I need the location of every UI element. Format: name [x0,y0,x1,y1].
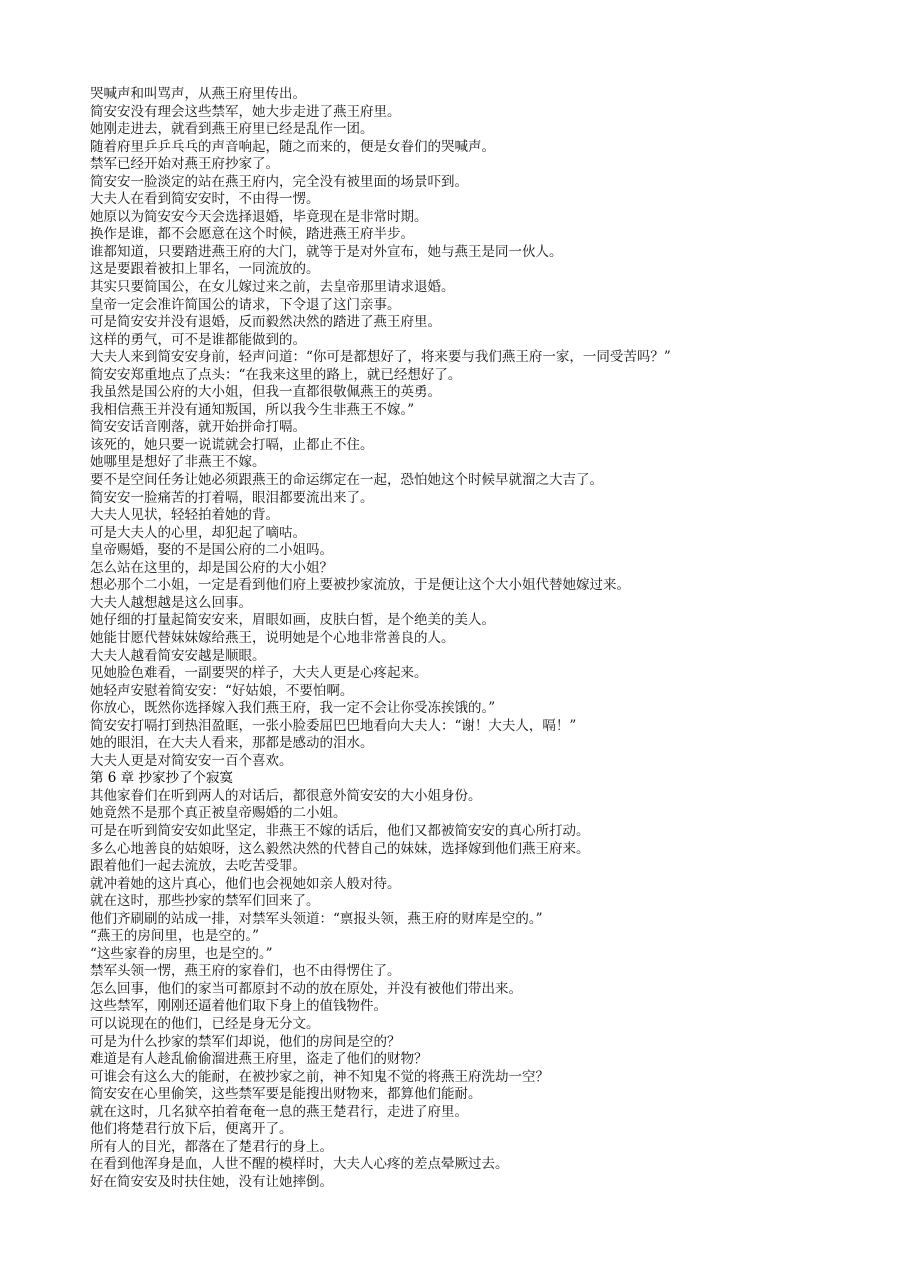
document-page [90,86,890,1191]
text-line: 其他家眷们在听到两人的对话后，都很意外简安安的大小姐身份。 [90,787,482,804]
text-line: 我相信燕王并没有通知叛国，所以我今生非燕王不嫁。” [90,401,415,418]
text-line: 简安安打嗝打到热泪盈眶，一张小脸委屈巴巴地看向大夫人：“谢！大夫人，嗝！” [90,717,577,734]
text-line: 他们将楚君行放下后，便离开了。 [90,1121,293,1138]
text-line: 要不是空间任务让她必须跟燕王的命运绑定在一起，恐怕她这个时候早就溜之大吉了。 [90,472,603,489]
text-line: 可是大夫人的心里，却犯起了嘀咕。 [90,524,306,541]
text-line: 她原以为简安安今天会选择退婚，毕竟现在是非常时期。 [90,208,428,225]
text-line: 大夫人更是对简安安一百个喜欢。 [90,752,293,769]
text-line: 大夫人越想越是这么回事。 [90,594,252,611]
text-line: 她的眼泪，在大夫人看来，那都是感动的泪水。 [90,735,374,752]
text-line: 她竟然不是那个真正被皇帝赐婚的二小姐。 [90,805,347,822]
text-line: 见她脸色难看，一副要哭的样子，大夫人更是心疼起来。 [90,665,428,682]
text-line: 大夫人越看简安安越是顺眼。 [90,647,266,664]
text-line: 可是在听到简安安如此坚定，非燕王不嫁的话后，他们又都被简安安的真心所打动。 [90,822,590,839]
text-line: 可以说现在的他们，已经是身无分文。 [90,1015,320,1032]
text-line: 你放心，既然你选择嫁入我们燕王府，我一定不会让你受冻挨饿的。” [90,700,496,717]
text-line: 她刚走进去，就看到燕王府里已经是乱作一团。 [90,121,374,138]
text-line: 怎么站在这里的，却是国公府的大小姐？ [90,559,333,576]
text-line: 这些禁军，刚刚还逼着他们取下身上的值钱物件。 [90,998,387,1015]
text-line: 就在这时，那些抄家的禁军们回来了。 [90,893,320,910]
text-block-after [90,788,890,1192]
text-line: 随着府里乒乒乓乓的声音响起，随之而来的，便是女眷们的哭喊声。 [90,138,495,155]
text-line: 简安安郑重地点了点头：“在我来这里的路上，就已经想好了。 [90,366,462,383]
text-line: 简安安话音刚落，就开始拼命打嗝。 [90,419,306,436]
text-line: 简安安没有理会这些禁军，她大步走进了燕王府里。 [90,103,401,120]
text-line: 难道是有人趁乱偷偷溜进燕王府里，盗走了他们的财物？ [90,1051,428,1068]
text-line: 她仔细的打量起简安安来，眉眼如画，皮肤白皙，是个绝美的美人。 [90,612,495,629]
text-line: 皇帝一定会准许简国公的请求，下令退了这门亲事。 [90,296,401,313]
text-line: 这样的勇气，可不是谁都能做到的。 [90,331,306,348]
text-line: 多么心地善良的姑娘呀，这么毅然决然的代替自己的妹妹，选择嫁到他们燕王府来。 [90,840,590,857]
text-line: 想必那个二小姐，一定是看到他们府上要被抄家流放，于是便让这个大小姐代替她嫁过来。 [90,577,630,594]
text-line: 哭喊声和叫骂声，从燕王府里传出。 [90,86,306,102]
text-line: 简安安一脸淡定的站在燕王府内，完全没有被里面的场景吓到。 [90,173,468,190]
chapter-title: 第 6 章 抄家抄了个寂寞 [90,770,233,787]
text-line: 怎么回事，他们的家当可都原封不动的放在原处，并没有被他们带出来。 [90,980,522,997]
text-line: 禁军头领一愣，燕王府的家眷们，也不由得愣住了。 [90,963,401,980]
text-line: 就冲着她的这片真心，他们也会视她如亲人般对待。 [90,875,401,892]
text-line: 她能甘愿代替妹妹嫁给燕王，说明她是个心地非常善良的人。 [90,629,455,646]
text-line: 皇帝赐婚，娶的不是国公府的二小姐吗。 [90,542,333,559]
text-line: 简安安一脸痛苦的打着嗝，眼泪都要流出来了。 [90,489,374,506]
text-line: 跟着他们一起去流放，去吃苦受罪。 [90,858,306,875]
text-line: 禁军已经开始对燕王府抄家了。 [90,156,279,173]
text-line: 简安安在心里偷笑，这些禁军要是能搜出财物来，都算他们能耐。 [90,1086,482,1103]
text-line: 他们齐刷刷的站成一排，对禁军头领道：“禀报头领，燕王府的财库是空的。” [90,910,543,927]
text-line: 这是要跟着被扣上罪名，一同流放的。 [90,261,320,278]
text-line: 该死的，她只要一说谎就会打嗝，止都止不住。 [90,436,374,453]
text-line: 可是为什么抄家的禁军们却说，他们的房间是空的？ [90,1033,401,1050]
text-line: 换作是谁，都不会愿意在这个时候，踏进燕王府半步。 [90,226,414,243]
text-block-before [90,86,890,770]
text-line: “燕王的房间里，也是空的。” [90,928,260,945]
text-line: 可谁会有这么大的能耐，在被抄家之前，神不知鬼不觉的将燕王府洗劫一空？ [90,1068,549,1085]
text-line: 她轻声安慰着简安安：“好姑娘，不要怕啊。 [90,682,354,699]
text-line: 可是简安安并没有退婚，反而毅然决然的踏进了燕王府里。 [90,314,441,331]
text-line: 其实只要简国公，在女儿嫁过来之前，去皇帝那里请求退婚。 [90,279,455,296]
text-line: 大夫人见状，轻轻拍着她的背。 [90,507,279,524]
text-line: 就在这时，几名狱卒拍着奄奄一息的燕王楚君行，走进了府里。 [90,1103,468,1120]
text-line: 我虽然是国公府的大小姐，但我一直都很敬佩燕王的英勇。 [90,384,441,401]
text-line: 谁都知道，只要踏进燕王府的大门，就等于是对外宣布，她与燕王是同一伙人。 [90,243,563,260]
text-line: 所有人的目光，都落在了楚君行的身上。 [90,1138,333,1155]
text-line: 在看到他浑身是血，人世不醒的模样时，大夫人心疼的差点晕厥过去。 [90,1156,509,1173]
text-line: 好在简安安及时扶住她，没有让她摔倒。 [90,1173,333,1190]
text-line: “这些家眷的房里，也是空的。” [90,945,273,962]
text-line: 大夫人来到简安安身前，轻声问道：“你可是都想好了，将来要与我们燕王府一家，一同受苦吗？” [90,349,671,366]
text-line: 她哪里是想好了非燕王不嫁。 [90,454,266,471]
text-line: 大夫人在看到简安安时，不由得一愣。 [90,191,320,208]
